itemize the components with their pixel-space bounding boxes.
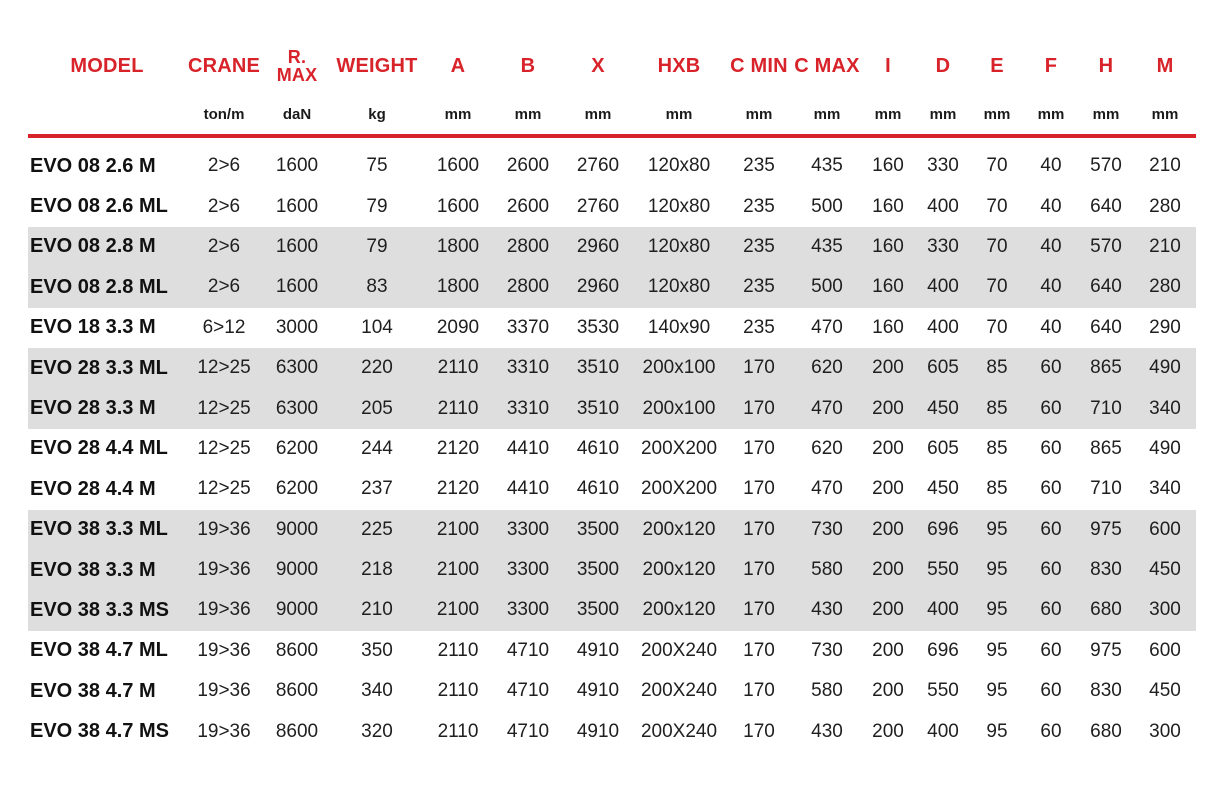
units-row xyxy=(28,94,1196,134)
value-cell: 280 xyxy=(1149,195,1181,217)
value-cell: 95 xyxy=(970,550,1024,590)
value-cell: 170 xyxy=(743,639,775,661)
value-cell: 2110 xyxy=(422,388,494,428)
value-cell: 200X240 xyxy=(640,639,718,661)
value-cell: 2120 xyxy=(436,478,480,500)
value-cell: 19>36 xyxy=(197,720,251,742)
value-cell: 170 xyxy=(724,510,794,550)
value-cell: 205 xyxy=(332,388,422,428)
value-cell: 210 xyxy=(1134,227,1196,267)
header-spacer xyxy=(28,138,1196,146)
value-cell: 79 xyxy=(366,195,388,217)
value-cell: 60 xyxy=(1024,550,1078,590)
value-cell: 200x120 xyxy=(634,550,724,590)
value-cell: 85 xyxy=(970,388,1024,428)
value-cell: 160 xyxy=(872,316,904,338)
value-cell: 3500 xyxy=(562,590,634,630)
value-cell: 4710 xyxy=(506,720,550,742)
value-cell: 400 xyxy=(927,316,959,338)
value-cell: 19>36 xyxy=(186,510,262,550)
value-cell: 19>36 xyxy=(197,680,251,702)
value-cell: 2>6 xyxy=(207,155,241,177)
value-cell: 2100 xyxy=(422,590,494,630)
col-header-model: MODEL xyxy=(70,54,144,77)
value-cell: 4910 xyxy=(576,720,620,742)
value-cell: 200x120 xyxy=(634,590,724,630)
value-cell: 300 xyxy=(1149,720,1181,742)
value-cell: 60 xyxy=(1024,590,1078,630)
model-cell: EVO 28 4.4 ML xyxy=(30,437,168,460)
unit-cell: daN xyxy=(282,105,312,123)
value-cell: 200x120 xyxy=(634,510,724,550)
value-cell: 470 xyxy=(811,316,843,338)
table-row xyxy=(28,510,1196,550)
value-cell: 4710 xyxy=(506,680,550,702)
value-cell: 40 xyxy=(1040,155,1062,177)
unit-cell: mm xyxy=(1151,105,1179,123)
value-cell: 200 xyxy=(872,478,904,500)
value-cell: 235 xyxy=(743,316,775,338)
value-cell: 40 xyxy=(1040,195,1062,217)
value-cell: 680 xyxy=(1078,590,1134,630)
value-cell: 2960 xyxy=(562,227,634,267)
table-row xyxy=(28,469,1196,509)
value-cell: 170 xyxy=(743,437,775,459)
value-cell: 210 xyxy=(1149,155,1181,177)
value-cell: 120x80 xyxy=(647,195,711,217)
value-cell: 200X240 xyxy=(640,680,718,702)
value-cell: 2800 xyxy=(494,267,562,307)
model-cell: EVO 38 4.7 MS xyxy=(30,720,169,743)
value-cell: 120x80 xyxy=(647,155,711,177)
col-header-m: M xyxy=(1156,54,1174,77)
value-cell: 620 xyxy=(794,348,860,388)
value-cell: 430 xyxy=(811,720,843,742)
value-cell: 12>25 xyxy=(186,348,262,388)
unit-cell: mm xyxy=(874,105,902,123)
value-cell: 6300 xyxy=(262,388,332,428)
table-row xyxy=(28,550,1196,590)
rmax-line1: R. xyxy=(287,47,307,67)
value-cell: 470 xyxy=(811,478,843,500)
value-cell: 160 xyxy=(872,195,904,217)
table-row xyxy=(28,267,1196,307)
col-header-cmin: C MIN xyxy=(730,54,788,77)
value-cell: 1600 xyxy=(275,195,319,217)
value-cell: 170 xyxy=(743,478,775,500)
value-cell: 2110 xyxy=(422,348,494,388)
value-cell: 200 xyxy=(860,348,916,388)
value-cell: 210 xyxy=(332,590,422,630)
value-cell: 9000 xyxy=(262,510,332,550)
value-cell: 83 xyxy=(332,267,422,307)
value-cell: 830 xyxy=(1078,550,1134,590)
value-cell: 4410 xyxy=(506,478,550,500)
value-cell: 8600 xyxy=(275,720,319,742)
value-cell: 3510 xyxy=(562,388,634,428)
value-cell: 605 xyxy=(927,437,959,459)
value-cell: 1600 xyxy=(436,155,480,177)
col-header-h: H xyxy=(1098,54,1114,77)
table-row xyxy=(28,711,1196,751)
value-cell: 2760 xyxy=(576,195,620,217)
value-cell: 830 xyxy=(1090,680,1122,702)
value-cell: 450 xyxy=(916,388,970,428)
value-cell: 3310 xyxy=(494,348,562,388)
value-cell: 200 xyxy=(872,680,904,702)
value-cell: 640 xyxy=(1090,195,1122,217)
value-cell: 160 xyxy=(860,227,916,267)
value-cell: 3300 xyxy=(494,550,562,590)
value-cell: 470 xyxy=(794,388,860,428)
value-cell: 95 xyxy=(986,680,1008,702)
table-row xyxy=(28,146,1196,186)
value-cell: 340 xyxy=(1149,478,1181,500)
value-cell: 200 xyxy=(860,590,916,630)
unit-cell: mm xyxy=(665,105,693,123)
value-cell: 8600 xyxy=(275,680,319,702)
value-cell: 696 xyxy=(916,510,970,550)
value-cell: 70 xyxy=(986,316,1008,338)
value-cell: 435 xyxy=(811,155,843,177)
value-cell: 120x80 xyxy=(634,267,724,307)
value-cell: 60 xyxy=(1024,510,1078,550)
value-cell: 1600 xyxy=(262,267,332,307)
value-cell: 550 xyxy=(916,550,970,590)
value-cell: 6>12 xyxy=(202,316,246,338)
model-cell: EVO 08 2.6 M xyxy=(30,154,156,177)
value-cell: 60 xyxy=(1040,680,1062,702)
value-cell: 865 xyxy=(1090,437,1122,459)
model-cell: EVO 08 2.8 ML xyxy=(28,267,186,307)
value-cell: 12>25 xyxy=(197,437,251,459)
value-cell: 350 xyxy=(361,639,393,661)
value-cell: 450 xyxy=(1149,680,1181,702)
value-cell: 400 xyxy=(927,195,959,217)
value-cell: 580 xyxy=(794,550,860,590)
value-cell: 730 xyxy=(811,639,843,661)
value-cell: 235 xyxy=(743,155,775,177)
value-cell: 620 xyxy=(811,437,843,459)
value-cell: 975 xyxy=(1090,639,1122,661)
value-cell: 710 xyxy=(1090,478,1122,500)
value-cell: 70 xyxy=(970,227,1024,267)
value-cell: 3510 xyxy=(562,348,634,388)
value-cell: 640 xyxy=(1078,267,1134,307)
value-cell: 4910 xyxy=(576,680,620,702)
unit-cell: mm xyxy=(514,105,542,123)
value-cell: 8600 xyxy=(275,639,319,661)
value-cell: 580 xyxy=(811,680,843,702)
value-cell: 435 xyxy=(794,227,860,267)
value-cell: 3310 xyxy=(494,388,562,428)
value-cell: 220 xyxy=(332,348,422,388)
table-row xyxy=(28,671,1196,711)
unit-cell: mm xyxy=(584,105,612,123)
value-cell: 3500 xyxy=(562,550,634,590)
value-cell: 570 xyxy=(1078,227,1134,267)
model-cell: EVO 08 2.6 ML xyxy=(30,195,168,218)
col-header-weight: WEIGHT xyxy=(336,54,418,77)
value-cell: 865 xyxy=(1078,348,1134,388)
model-cell: EVO 38 3.3 ML xyxy=(28,510,186,550)
value-cell: 60 xyxy=(1024,388,1078,428)
value-cell: 160 xyxy=(872,155,904,177)
value-cell: 160 xyxy=(860,267,916,307)
value-cell: 170 xyxy=(724,550,794,590)
value-cell: 490 xyxy=(1149,437,1181,459)
value-cell: 4910 xyxy=(576,639,620,661)
value-cell: 40 xyxy=(1024,227,1078,267)
col-header-f: F xyxy=(1044,54,1058,77)
col-header-hxb: HXB xyxy=(657,54,701,77)
value-cell: 200X200 xyxy=(640,478,718,500)
value-cell: 12>25 xyxy=(186,388,262,428)
value-cell: 4610 xyxy=(576,478,620,500)
spacer-cell xyxy=(28,138,1196,146)
col-header-a: A xyxy=(450,54,466,77)
value-cell: 200 xyxy=(872,437,904,459)
value-cell: 170 xyxy=(743,720,775,742)
table-row xyxy=(28,429,1196,469)
model-cell: EVO 08 2.8 M xyxy=(28,227,186,267)
value-cell: 40 xyxy=(1040,316,1062,338)
value-cell: 430 xyxy=(794,590,860,630)
value-cell: 640 xyxy=(1090,316,1122,338)
value-cell: 3000 xyxy=(275,316,319,338)
col-header-i: I xyxy=(885,54,891,77)
table-row xyxy=(28,308,1196,348)
value-cell: 40 xyxy=(1024,267,1078,307)
value-cell: 19>36 xyxy=(197,639,251,661)
table-row xyxy=(28,227,1196,267)
value-cell: 2800 xyxy=(494,227,562,267)
value-cell: 60 xyxy=(1040,437,1062,459)
table-row xyxy=(28,590,1196,630)
table-row xyxy=(28,631,1196,671)
value-cell: 340 xyxy=(1134,388,1196,428)
value-cell: 170 xyxy=(724,348,794,388)
value-cell: 120x80 xyxy=(634,227,724,267)
model-cell: EVO 28 3.3 M xyxy=(28,388,186,428)
value-cell: 70 xyxy=(986,155,1008,177)
value-cell: 600 xyxy=(1134,510,1196,550)
value-cell: 500 xyxy=(811,195,843,217)
value-cell: 570 xyxy=(1090,155,1122,177)
value-cell: 95 xyxy=(986,639,1008,661)
unit-cell: ton/m xyxy=(203,105,245,123)
value-cell: 200 xyxy=(872,720,904,742)
value-cell: 280 xyxy=(1134,267,1196,307)
value-cell: 680 xyxy=(1090,720,1122,742)
spec-table xyxy=(28,38,1196,752)
value-cell: 75 xyxy=(366,155,388,177)
value-cell: 85 xyxy=(970,348,1024,388)
model-cell: EVO 18 3.3 M xyxy=(30,316,156,339)
value-cell: 1800 xyxy=(422,227,494,267)
value-cell: 140x90 xyxy=(647,316,711,338)
value-cell: 19>36 xyxy=(186,550,262,590)
value-cell: 60 xyxy=(1040,478,1062,500)
value-cell: 330 xyxy=(916,227,970,267)
value-cell: 4610 xyxy=(576,437,620,459)
value-cell: 2760 xyxy=(576,155,620,177)
value-cell: 70 xyxy=(986,195,1008,217)
value-cell: 6300 xyxy=(262,348,332,388)
col-header-rmax xyxy=(262,38,332,94)
value-cell: 60 xyxy=(1040,639,1062,661)
value-cell: 710 xyxy=(1078,388,1134,428)
value-cell: 300 xyxy=(1134,590,1196,630)
value-cell: 9000 xyxy=(262,590,332,630)
value-cell: 104 xyxy=(361,316,393,338)
value-cell: 2100 xyxy=(422,510,494,550)
value-cell: 696 xyxy=(927,639,959,661)
value-cell: 3300 xyxy=(494,510,562,550)
value-cell: 730 xyxy=(794,510,860,550)
value-cell: 12>25 xyxy=(197,478,251,500)
value-cell: 235 xyxy=(743,195,775,217)
value-cell: 450 xyxy=(1134,550,1196,590)
value-cell: 2110 xyxy=(437,720,479,742)
unit-cell: mm xyxy=(929,105,957,123)
value-cell: 3370 xyxy=(506,316,550,338)
value-cell: 235 xyxy=(724,267,794,307)
table-row xyxy=(28,388,1196,428)
value-cell: 500 xyxy=(794,267,860,307)
col-header-b: B xyxy=(520,54,536,77)
model-cell: EVO 28 3.3 ML xyxy=(28,348,186,388)
unit-cell: mm xyxy=(983,105,1011,123)
rmax-line2: MAX xyxy=(276,65,318,85)
value-cell: 200x100 xyxy=(634,388,724,428)
value-cell: 290 xyxy=(1149,316,1181,338)
value-cell: 320 xyxy=(361,720,393,742)
value-cell: 170 xyxy=(743,680,775,702)
value-cell: 400 xyxy=(927,720,959,742)
col-header-cmax: C MAX xyxy=(794,54,860,77)
col-header-x: X xyxy=(591,54,605,77)
unit-cell: mm xyxy=(745,105,773,123)
value-cell: 2>6 xyxy=(207,195,241,217)
model-cell: EVO 38 3.3 MS xyxy=(28,590,186,630)
value-cell: 3500 xyxy=(562,510,634,550)
value-cell: 170 xyxy=(724,388,794,428)
unit-cell: mm xyxy=(813,105,841,123)
value-cell: 6200 xyxy=(275,437,319,459)
value-cell: 200x100 xyxy=(634,348,724,388)
value-cell: 70 xyxy=(970,267,1024,307)
value-cell: 1600 xyxy=(436,195,480,217)
model-cell: EVO 28 4.4 M xyxy=(30,477,156,500)
value-cell: 85 xyxy=(986,478,1008,500)
value-cell: 60 xyxy=(1040,720,1062,742)
value-cell: 218 xyxy=(332,550,422,590)
value-cell: 95 xyxy=(986,720,1008,742)
unit-cell: mm xyxy=(444,105,472,123)
value-cell: 4410 xyxy=(506,437,550,459)
value-cell: 2>6 xyxy=(186,267,262,307)
value-cell: 2100 xyxy=(422,550,494,590)
value-cell: 2960 xyxy=(562,267,634,307)
value-cell: 200 xyxy=(860,510,916,550)
value-cell: 2600 xyxy=(506,155,550,177)
value-cell: 4710 xyxy=(506,639,550,661)
value-cell: 79 xyxy=(332,227,422,267)
value-cell: 340 xyxy=(361,680,393,702)
value-cell: 400 xyxy=(916,590,970,630)
value-cell: 95 xyxy=(970,590,1024,630)
col-header-crane: CRANE xyxy=(187,54,261,77)
col-header-e: E xyxy=(990,54,1004,77)
value-cell: 2090 xyxy=(436,316,480,338)
value-cell: 95 xyxy=(970,510,1024,550)
value-cell: 605 xyxy=(916,348,970,388)
value-cell: 244 xyxy=(361,437,393,459)
value-cell: 200X200 xyxy=(640,437,718,459)
value-cell: 2>6 xyxy=(186,227,262,267)
value-cell: 330 xyxy=(927,155,959,177)
value-cell: 235 xyxy=(724,227,794,267)
unit-cell: kg xyxy=(368,105,386,123)
value-cell: 170 xyxy=(724,590,794,630)
model-cell: EVO 38 4.7 M xyxy=(30,679,156,702)
value-cell: 2110 xyxy=(437,680,479,702)
value-cell: 450 xyxy=(927,478,959,500)
value-cell: 200X240 xyxy=(640,720,718,742)
value-cell: 550 xyxy=(927,680,959,702)
model-cell: EVO 38 4.7 ML xyxy=(30,639,168,662)
value-cell: 6200 xyxy=(275,478,319,500)
value-cell: 975 xyxy=(1078,510,1134,550)
col-header-d: D xyxy=(935,54,951,77)
value-cell: 1600 xyxy=(275,155,319,177)
unit-cell: mm xyxy=(1092,105,1120,123)
value-cell: 490 xyxy=(1134,348,1196,388)
value-cell: 19>36 xyxy=(186,590,262,630)
value-cell: 60 xyxy=(1024,348,1078,388)
model-cell: EVO 38 3.3 M xyxy=(28,550,186,590)
unit-cell: mm xyxy=(1037,105,1065,123)
value-cell: 600 xyxy=(1149,639,1181,661)
value-cell: 85 xyxy=(986,437,1008,459)
value-cell: 1600 xyxy=(262,227,332,267)
value-cell: 9000 xyxy=(262,550,332,590)
value-cell: 2600 xyxy=(506,195,550,217)
header-row xyxy=(28,38,1196,94)
value-cell: 3530 xyxy=(576,316,620,338)
value-cell: 2110 xyxy=(437,639,479,661)
value-cell: 1800 xyxy=(422,267,494,307)
table-body xyxy=(28,146,1196,752)
table-row xyxy=(28,186,1196,226)
value-cell: 200 xyxy=(860,550,916,590)
value-cell: 237 xyxy=(361,478,393,500)
table-row xyxy=(28,348,1196,388)
value-cell: 2120 xyxy=(436,437,480,459)
value-cell: 3300 xyxy=(494,590,562,630)
unit-cell xyxy=(28,94,186,134)
value-cell: 400 xyxy=(916,267,970,307)
value-cell: 225 xyxy=(332,510,422,550)
value-cell: 200 xyxy=(860,388,916,428)
value-cell: 200 xyxy=(872,639,904,661)
